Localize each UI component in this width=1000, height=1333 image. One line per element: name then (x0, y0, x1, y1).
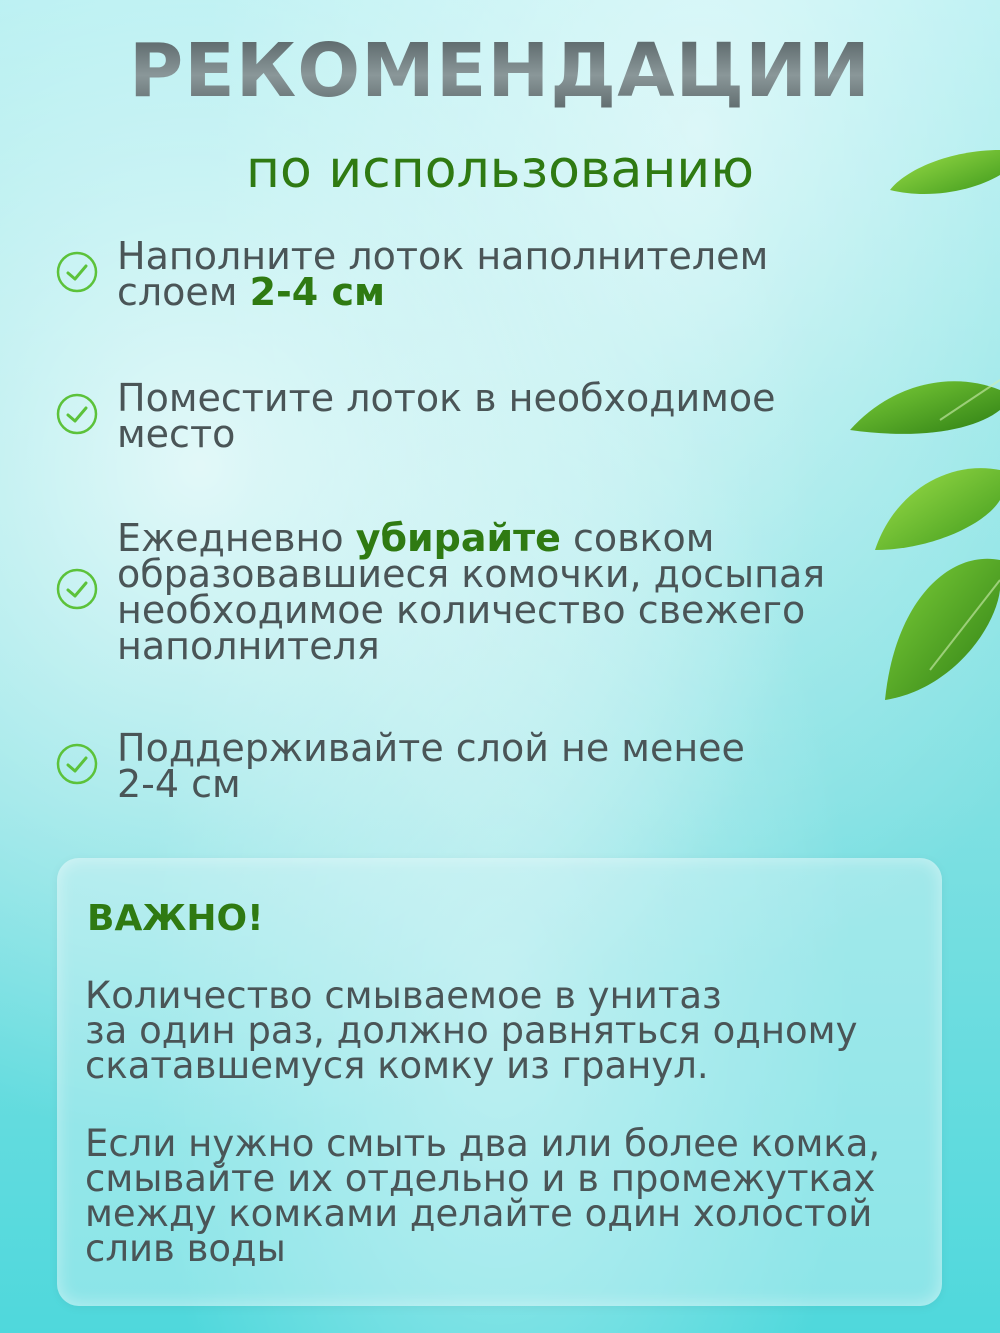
check-circle-icon (55, 742, 99, 786)
item-line: место (117, 412, 236, 456)
highlight-text: убирайте (355, 516, 561, 560)
check-circle-icon (55, 392, 99, 436)
item-line: Поместите лоток в необходимое (117, 376, 776, 420)
item-line: слоем 2-4 см (117, 270, 386, 314)
item-line: 2-4 см (117, 762, 241, 806)
list-item (55, 726, 885, 810)
page-title: РЕКОМЕНДАЦИИ (0, 28, 1000, 114)
paragraph-line: между комками делайте один холостой (85, 1192, 873, 1235)
paragraph-line: смывайте их отдельно и в промежутках (85, 1157, 876, 1200)
important-title: ВАЖНО! (87, 898, 264, 939)
paragraph-line: Количество смываемое в унитаз (85, 974, 722, 1017)
paragraph-line: слив воды (85, 1227, 286, 1270)
page-subtitle: по использованию (246, 140, 754, 200)
list-item (55, 516, 885, 670)
item-line: наполнителя (117, 624, 380, 668)
paragraph-line: Если нужно смыть два или более комка, (85, 1122, 881, 1165)
list-item (55, 234, 885, 318)
paragraph-line: скатавшемуся комку из гранул. (85, 1044, 709, 1087)
item-line: Ежедневно убирайте совком (117, 516, 715, 560)
item-line: образовавшиеся комочки, досыпая (117, 552, 826, 596)
list-item (55, 376, 885, 460)
item-line: Поддерживайте слой не менее (117, 726, 745, 770)
important-paragraph-2 (85, 1122, 922, 1270)
check-circle-icon (55, 567, 99, 611)
paragraph-line: за один раз, должно равняться одному (85, 1009, 858, 1052)
item-line: необходимое количество свежего (117, 588, 806, 632)
important-paragraph-1 (85, 974, 922, 1087)
check-circle-icon (55, 250, 99, 294)
important-box (57, 858, 942, 1306)
item-line: Наполните лоток наполнителем (117, 234, 769, 278)
highlight-text: 2-4 см (249, 270, 386, 314)
